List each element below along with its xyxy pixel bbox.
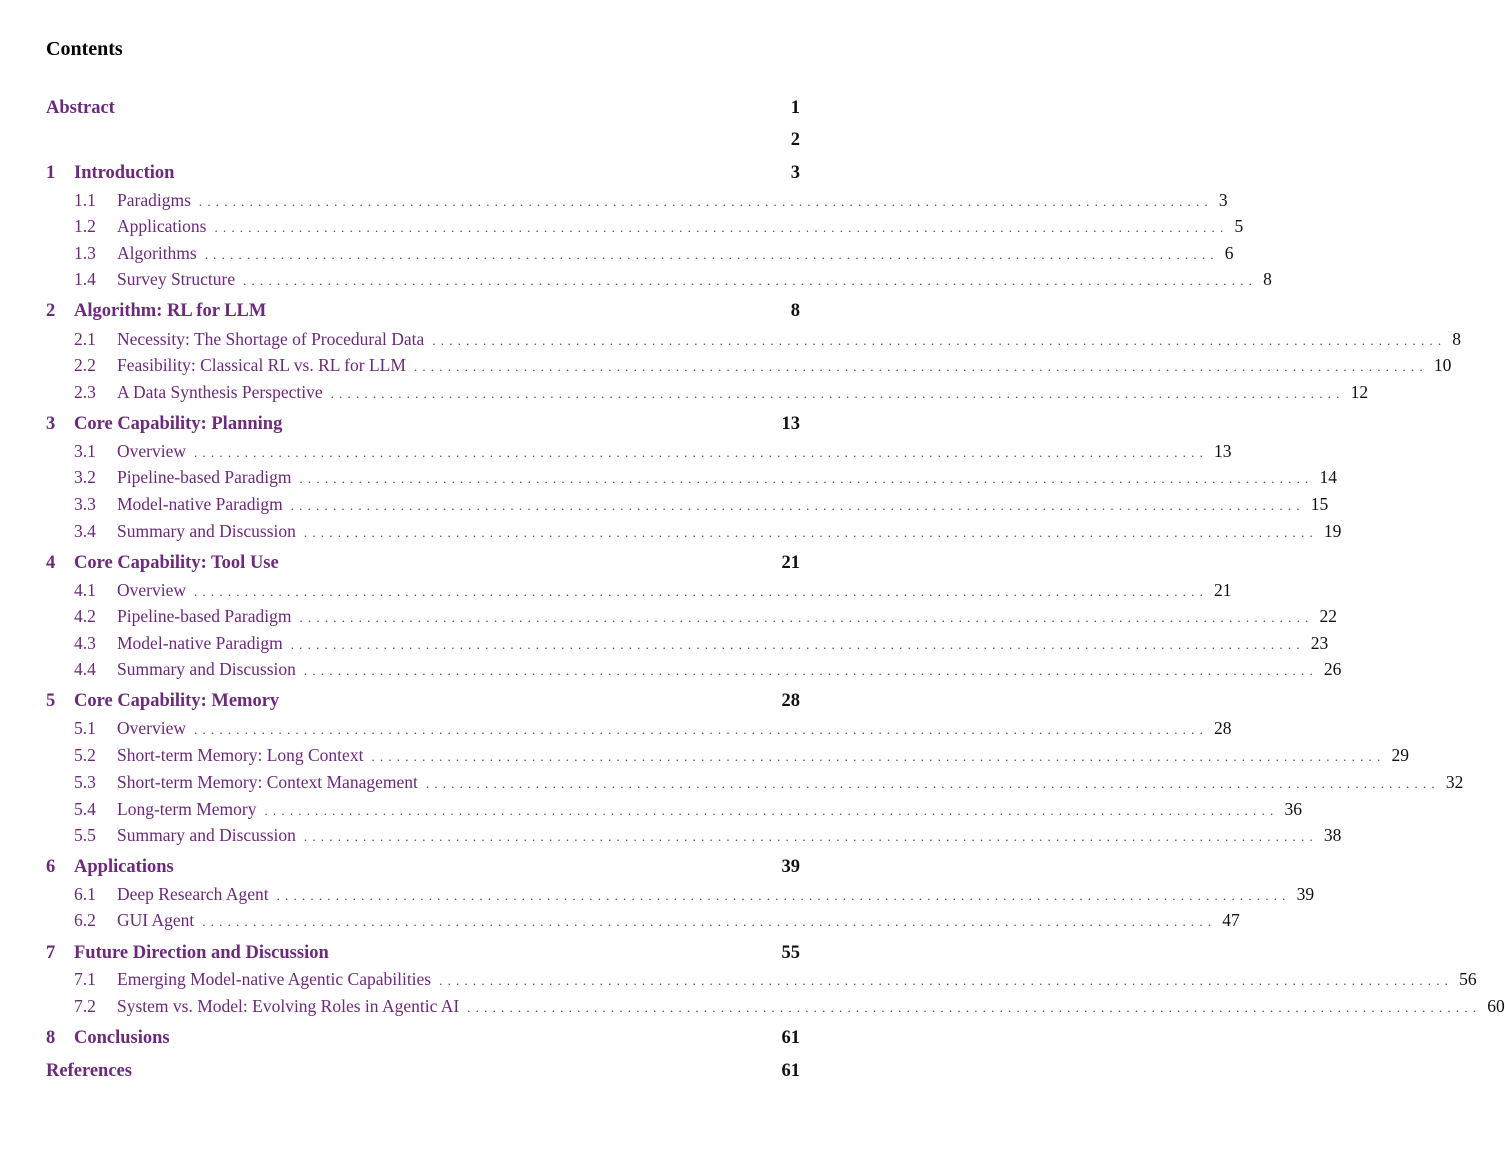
toc-entry-number: 7.2 xyxy=(74,996,96,1016)
toc-page-number: 10 xyxy=(1433,355,1452,375)
toc-page-number: 1 xyxy=(790,98,800,118)
dot-leader: ........................................................................................................................ xyxy=(194,584,1209,599)
toc-section-entry[interactable] xyxy=(46,96,800,120)
toc-entry-number: 4.3 xyxy=(74,633,96,653)
toc-entry-title[interactable]: Algorithms xyxy=(117,243,197,263)
toc-entry-number: 6 xyxy=(46,857,56,877)
toc-entry-number: 5.3 xyxy=(74,772,96,792)
toc-subsection-entry[interactable] xyxy=(46,967,1477,991)
toc-entry-number: 5.2 xyxy=(74,745,96,765)
toc-entry-number: 4.1 xyxy=(74,580,96,600)
toc-entry-number: 1.2 xyxy=(74,216,96,236)
toc-entry-number: 7 xyxy=(46,943,56,963)
dot-leader: ........................................................................................................................ xyxy=(194,722,1209,737)
toc-subsection-entry[interactable] xyxy=(46,631,1329,655)
dot-leader: ........................................................................................................................ xyxy=(425,776,1440,791)
toc-page-number: 28 xyxy=(781,691,800,711)
toc-page-number: 19 xyxy=(1323,521,1342,541)
toc-section-entry[interactable] xyxy=(46,689,800,713)
toc-entry-number: 3.2 xyxy=(74,467,96,487)
dot-leader: ........................................................................................................................ xyxy=(198,194,1213,209)
dot-leader: ........................................................................................................................ xyxy=(299,610,1314,625)
toc-page-number: 3 xyxy=(1218,190,1228,210)
toc-entry-number: 3 xyxy=(46,414,56,434)
toc-entry-title[interactable]: Survey Structure xyxy=(117,269,236,289)
toc-page-number: 13 xyxy=(781,414,800,434)
toc-page-number: 47 xyxy=(1222,910,1240,930)
toc-entry-number: 8 xyxy=(46,1028,56,1048)
toc-page-number: 23 xyxy=(1310,633,1329,653)
toc-page-number: 61 xyxy=(781,1061,800,1081)
toc-entry-title[interactable]: Core Capability: Memory xyxy=(74,691,280,711)
toc-page-number: 29 xyxy=(1391,745,1409,765)
toc-subsection-entry[interactable] xyxy=(46,519,1342,543)
toc-subsection-entry[interactable] xyxy=(46,657,1342,681)
toc-entry-title[interactable]: Summary and Discussion xyxy=(117,521,296,541)
toc-entry-title[interactable]: Emerging Model-native Agentic Capabilities xyxy=(117,969,432,989)
toc-subsection-entry[interactable] xyxy=(46,439,1232,463)
dot-leader: ........................................................................................................................ xyxy=(413,359,1428,374)
toc-page-number: 21 xyxy=(781,553,800,573)
toc-subsection-entry[interactable] xyxy=(46,267,1272,291)
toc-subsection-entry[interactable] xyxy=(46,492,1329,516)
toc-entry-number: 5.1 xyxy=(74,718,96,738)
toc-entry-title[interactable]: Applications xyxy=(117,216,207,236)
toc-subsection-entry[interactable] xyxy=(46,465,1337,489)
toc-section-entry[interactable] xyxy=(46,855,800,879)
dot-leader: ........................................................................................................................ xyxy=(243,273,1258,288)
dot-leader: ........................................................................................................................ xyxy=(276,888,1291,903)
toc-entry-number: 6.2 xyxy=(74,910,96,930)
toc-entry-number: 5.5 xyxy=(74,825,96,845)
toc-entry-title[interactable]: Short-term Memory: Context Management xyxy=(117,772,418,792)
toc-page-number: 5 xyxy=(1234,216,1244,236)
toc-entry-number: 1.1 xyxy=(74,190,96,210)
dot-leader: ........................................................................................................................ xyxy=(194,445,1209,460)
toc-entry-number: 7.1 xyxy=(74,969,96,989)
toc-entry-number: 1.3 xyxy=(74,243,96,263)
toc-entry-number: 2.2 xyxy=(74,355,96,375)
contents-heading: Contents xyxy=(46,38,123,60)
toc-entry-title[interactable]: Overview xyxy=(117,580,187,600)
toc-subsection-entry[interactable] xyxy=(46,823,1342,847)
toc-page-number: 8 xyxy=(1452,329,1462,349)
toc-subsection-entry[interactable] xyxy=(46,188,1228,212)
toc-subsection-entry[interactable] xyxy=(46,214,1244,238)
toc-section-entry[interactable] xyxy=(46,1026,800,1050)
toc-section-entry[interactable] xyxy=(46,551,800,575)
toc-entry-title[interactable]: References xyxy=(46,1061,132,1081)
toc-page-number: 13 xyxy=(1214,441,1232,461)
toc-entry-number: 1 xyxy=(46,163,56,183)
toc-entry-number: 4.4 xyxy=(74,659,96,679)
dot-leader: ........................................................................................................................ xyxy=(303,663,1318,678)
toc-page-number: 15 xyxy=(1310,494,1329,514)
dot-leader: ........................................................................................................................ xyxy=(290,637,1305,652)
dot-leader: ........................................................................................................................ xyxy=(467,1000,1482,1015)
toc-page-number: 6 xyxy=(1224,243,1234,263)
toc-page-number: 22 xyxy=(1319,606,1337,626)
toc-subsection-entry[interactable] xyxy=(46,327,1462,351)
toc-entry-title[interactable]: Summary and Discussion xyxy=(117,825,296,845)
toc-entry-number: 2.3 xyxy=(74,382,96,402)
toc-subsection-entry[interactable] xyxy=(46,353,1452,377)
toc-page-number: 39 xyxy=(1296,884,1315,904)
toc-entry-title[interactable]: Pipeline-based Paradigm xyxy=(117,467,292,487)
toc-subsection-entry[interactable] xyxy=(46,604,1337,628)
toc-page-number: 38 xyxy=(1323,825,1342,845)
toc-subsection-entry[interactable] xyxy=(46,241,1234,265)
toc-page-number: 3 xyxy=(790,163,800,183)
toc-entry-title[interactable]: Overview xyxy=(117,718,187,738)
toc-page-number: 8 xyxy=(1263,269,1272,289)
toc-entry-title[interactable]: Model-native Paradigm xyxy=(117,494,283,514)
toc-page-number: 8 xyxy=(790,301,800,321)
dot-leader: ........................................................................................................................ xyxy=(303,525,1318,540)
toc-entry-title[interactable]: Conclusions xyxy=(74,1028,170,1048)
toc-entry-number: 6.1 xyxy=(74,884,96,904)
toc-subsection-entry[interactable] xyxy=(46,716,1232,740)
toc-entry-number: 4 xyxy=(46,553,56,573)
toc-subsection-entry[interactable] xyxy=(46,770,1464,794)
toc-page-number: 39 xyxy=(781,857,800,877)
toc-page-number: 55 xyxy=(781,943,800,963)
toc-entry-title[interactable]: Long-term Memory xyxy=(117,799,257,819)
toc-page-number: 12 xyxy=(1350,382,1369,402)
toc-entry-number: 2 xyxy=(46,301,56,321)
toc-subsection-entry[interactable] xyxy=(46,743,1409,767)
toc-page-number: 14 xyxy=(1319,467,1337,487)
dot-leader: ........................................................................................................................ xyxy=(204,247,1219,262)
toc-page-number: 32 xyxy=(1445,772,1464,792)
dot-leader: ........................................................................................................................ xyxy=(299,471,1314,486)
toc-entry-number: 5 xyxy=(46,691,56,711)
toc-entry-title[interactable]: Necessity: The Shortage of Procedural Data xyxy=(117,329,425,349)
dot-leader: ........................................................................................................................ xyxy=(432,333,1447,348)
toc-subsection-entry[interactable] xyxy=(46,882,1315,906)
toc-entry-title[interactable]: GUI Agent xyxy=(117,910,195,930)
toc-section-entry[interactable] xyxy=(46,128,800,152)
toc-entry-title[interactable]: Summary and Discussion xyxy=(117,659,296,679)
dot-leader: ........................................................................................................................ xyxy=(214,220,1229,235)
toc-page-number: 56 xyxy=(1459,969,1477,989)
toc-page-number: 36 xyxy=(1284,799,1302,819)
toc-entry-title[interactable]: Pipeline-based Paradigm xyxy=(117,606,292,626)
toc-section-entry[interactable] xyxy=(46,161,800,185)
toc-page-number: 60 xyxy=(1487,996,1505,1016)
toc-section-entry[interactable] xyxy=(46,412,800,436)
toc-section-entry[interactable] xyxy=(46,299,800,323)
toc-subsection-entry[interactable] xyxy=(46,797,1302,821)
toc-section-entry[interactable] xyxy=(46,1059,800,1083)
toc-page-number: 2 xyxy=(790,130,800,150)
toc-page-number: 26 xyxy=(1323,659,1342,679)
toc-entry-title[interactable]: Core Capability: Planning xyxy=(74,414,283,434)
toc-entry-number: 3.3 xyxy=(74,494,96,514)
toc-entry-title[interactable]: Applications xyxy=(74,857,174,877)
toc-entry-number: 2.1 xyxy=(74,329,96,349)
dot-leader: ........................................................................................................................ xyxy=(439,973,1454,988)
dot-leader: ........................................................................................................................ xyxy=(202,914,1217,929)
dot-leader: ........................................................................................................................ xyxy=(290,498,1305,513)
dot-leader: ........................................................................................................................ xyxy=(330,386,1345,401)
toc-section-entry[interactable] xyxy=(46,941,800,965)
toc-page-number: 61 xyxy=(781,1028,800,1048)
toc-entry-number: 5.4 xyxy=(74,799,96,819)
toc-entry-title[interactable]: Deep Research Agent xyxy=(117,884,269,904)
toc-entry-number: 3.1 xyxy=(74,441,96,461)
toc-entry-title[interactable]: Model-native Paradigm xyxy=(117,633,283,653)
toc-entry-title[interactable]: Introduction xyxy=(74,163,175,183)
toc-entry-title[interactable]: Overview xyxy=(117,441,187,461)
toc-entry-number: 4.2 xyxy=(74,606,96,626)
toc-entry-title[interactable]: System vs. Model: Evolving Roles in Agentic AI xyxy=(117,996,460,1016)
toc-entry-title[interactable]: Future Direction and Discussion xyxy=(74,943,329,963)
toc-entry-title[interactable]: Abstract xyxy=(46,98,115,118)
toc-subsection-entry[interactable] xyxy=(46,578,1232,602)
toc-entry-number: 3.4 xyxy=(74,521,96,541)
toc-subsection-entry[interactable] xyxy=(46,380,1369,404)
toc-entry-title[interactable]: Paradigms xyxy=(117,190,191,210)
toc-entry-title[interactable]: Short-term Memory: Long Context xyxy=(117,745,364,765)
toc-entry-title[interactable]: Core Capability: Tool Use xyxy=(74,553,279,573)
toc-subsection-entry[interactable] xyxy=(46,994,1505,1018)
toc-page-number: 21 xyxy=(1214,580,1232,600)
toc-subsection-entry[interactable] xyxy=(46,908,1240,932)
dot-leader: ........................................................................................................................ xyxy=(264,803,1279,818)
dot-leader: ........................................................................................................................ xyxy=(371,749,1386,764)
toc-entry-title[interactable]: A Data Synthesis Perspective xyxy=(117,382,323,402)
toc-entry-number: 1.4 xyxy=(74,269,96,289)
toc-entry-title[interactable]: Feasibility: Classical RL vs. RL for LLM xyxy=(117,355,406,375)
dot-leader: ........................................................................................................................ xyxy=(303,829,1318,844)
toc-entry-title[interactable]: Algorithm: RL for LLM xyxy=(74,301,267,321)
toc-page-number: 28 xyxy=(1214,718,1232,738)
